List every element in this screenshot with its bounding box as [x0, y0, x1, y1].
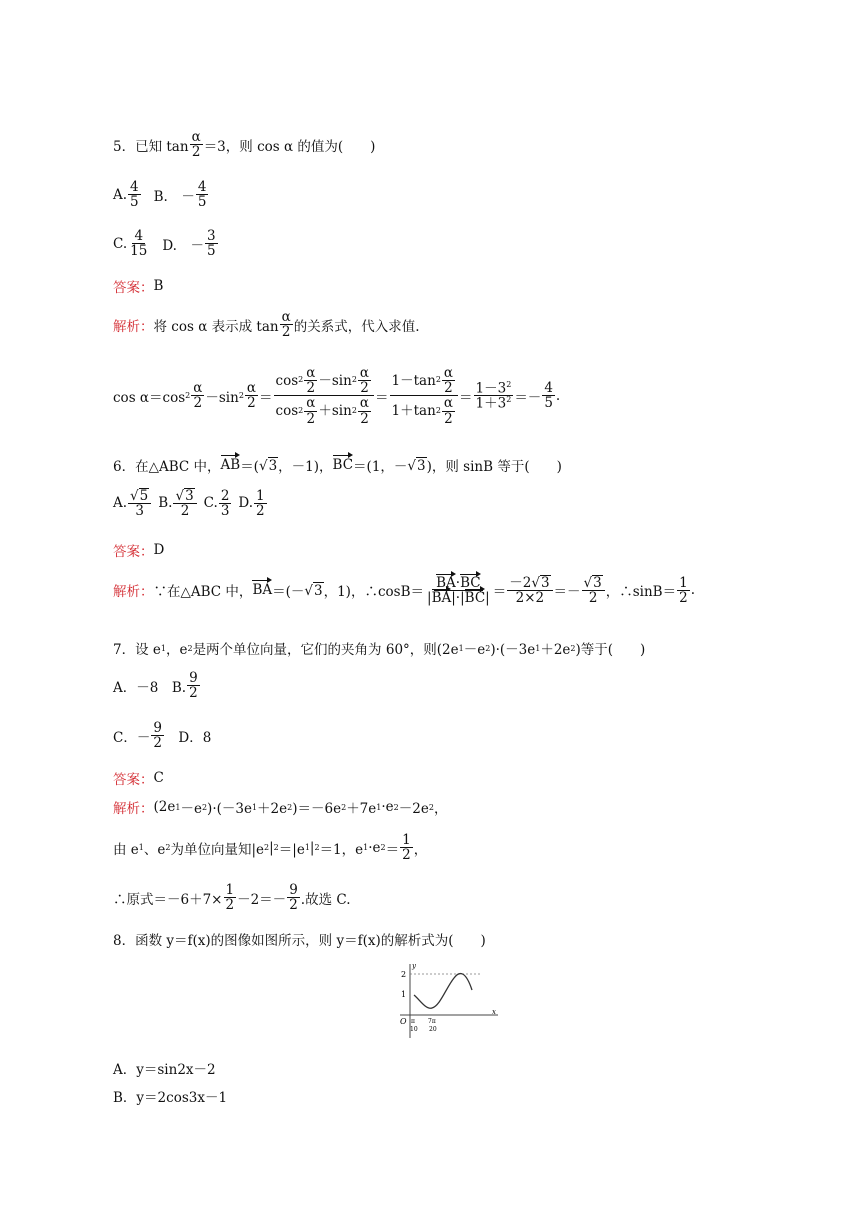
q8-option-a: A．y＝sin2x－2: [113, 1062, 216, 1078]
y-axis-label: y: [412, 962, 416, 970]
q8-option-b: B．y＝2cos3x－1: [113, 1090, 228, 1106]
tick-10-label: 10: [410, 1026, 418, 1033]
origin-label: O: [400, 1017, 407, 1026]
q6-options: A. √ 5 3 B. √ 3 2 C. 2 3 D. 1 2: [113, 487, 265, 520]
q5-stem: 5．已知 tan α 2 ＝3，则 cos α 的值为( ): [113, 129, 376, 161]
q6-explanation: 解析： ∵在△ABC 中， BA ＝(－ √ 3 ，1)，∴cosB＝ BA·BC |BA|·|BC| ＝ －2 √ 3 2×2 ＝－ √ 3 2 ，∴sinB＝ 1 2 .: [113, 574, 695, 607]
tick-7pi-label: 7π: [428, 1018, 436, 1025]
q7-explanation-2: 由 e 1 、e 2 为单位向量知|e 2 | 2 ＝|e 1 | 2 ＝1，e 1 ·e 2 ＝ 1 2 ，: [113, 832, 428, 864]
q5-options-ab: A. 4 5 B. － 4 5: [113, 179, 207, 211]
sine-curve: [414, 974, 472, 1009]
q7-stem: 7．设 e 1 ，e 2 是两个单位向量，它们的夹角为 60°，则(2e 1 －e 2 )·(－3e 1 ＋2e 2 )等于( ): [113, 642, 646, 658]
q8-stem: 8．函数 y＝f(x)的图像如图所示，则 y＝f(x)的解析式为( ): [113, 933, 486, 949]
q7-answer: 答案： C: [113, 770, 164, 788]
q7-explanation-3: ∴原式＝－6＋7× $\frac{1}{2}$ －2＝－ 9 2 .故选 C.: [113, 882, 351, 914]
x-axis-label: x: [492, 1008, 496, 1016]
q5-explanation: 解析： 将 cos α 表示成 tan α 2 的关系式，代入求值.: [113, 309, 420, 341]
q5-answer: 答案： B: [113, 278, 164, 296]
tick-20-label: 20: [429, 1026, 437, 1033]
q6-stem: 6．在△ABC 中， AB ＝( √ 3 ，－1)， BC ＝(1，－ √ 3 )，则 sinB 等于( ): [113, 457, 562, 475]
tick-1-label: 1: [401, 990, 407, 999]
function-graph: [388, 960, 508, 1040]
q6-answer: 答案： D: [113, 542, 165, 560]
q7-explanation-1: 解析： (2e 1 －e 2 )·(－3e 1 ＋2e 2 )＝－6e 2 ＋7e 1 ·e 2 －2e 2 ，: [113, 799, 448, 817]
q5-options-cd: C. 4 15 D. － 3 5: [113, 228, 216, 260]
q7-options-cd: C．－ 9 2 D．8: [113, 720, 212, 752]
tick-pi-label: π: [411, 1018, 415, 1025]
tick-2-label: 2: [401, 970, 407, 979]
q7-options-ab: A．－8 B. 9 2: [113, 670, 198, 702]
q5-formula: cos α＝cos 2 α 2 －sin 2 α 2 ＝ cos 2 α 2 － sin 2 α 2 cos 2 α 2 ＋ sin 2 α 2 ＝ 1－tan 2 α 2 1＋tan 2 α 2 ＝ $1-3^2$ $1+3^2$ ＝－ 4 5 .: [113, 365, 561, 427]
